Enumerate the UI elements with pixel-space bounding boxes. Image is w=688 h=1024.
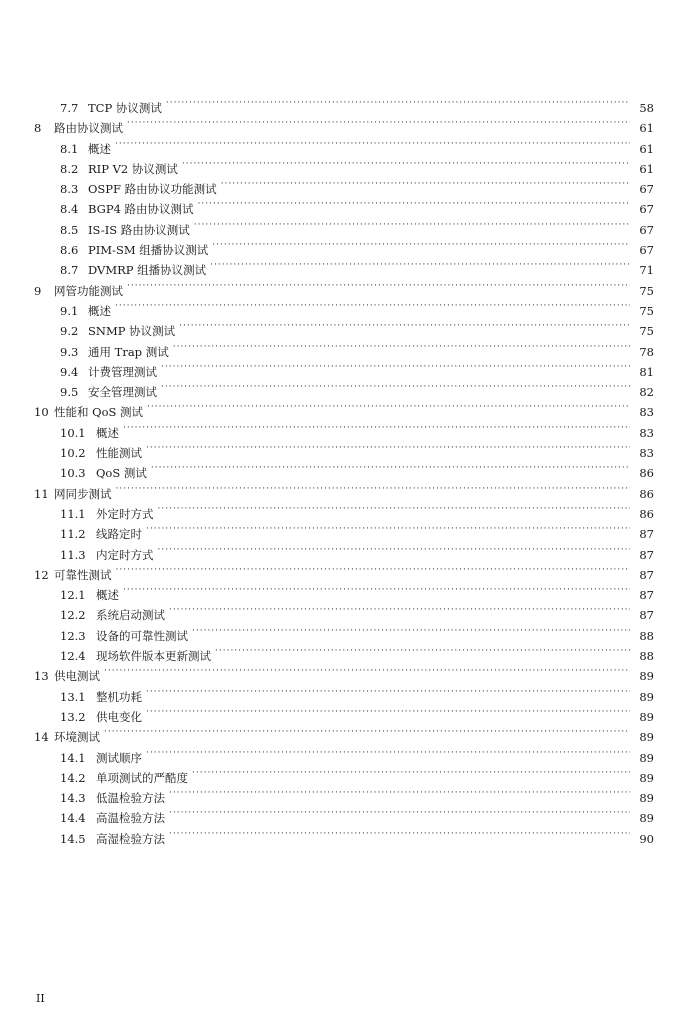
toc-dot-leader xyxy=(198,193,630,213)
toc-entry-page: 61 xyxy=(639,121,654,136)
toc-entry-page: 67 xyxy=(639,243,654,258)
toc-entry-number: 7.7 xyxy=(60,101,79,115)
toc-dot-leader xyxy=(127,112,630,132)
toc-entry-page: 81 xyxy=(639,364,654,379)
toc-entry-page: 71 xyxy=(639,263,654,278)
toc-dot-leader xyxy=(151,457,630,477)
toc-entry-page: 89 xyxy=(639,791,654,806)
toc-entry-title: BGP4 路由协议测试 xyxy=(88,202,194,217)
toc-entry-title: DVMRP 组播协议测试 xyxy=(88,263,207,278)
toc-entry-page: 87 xyxy=(639,588,654,603)
toc-entry-title: 概述 xyxy=(96,588,119,603)
toc-entry-page: 89 xyxy=(639,730,654,745)
toc-entry-page: 89 xyxy=(639,669,654,684)
toc-entry-page: 58 xyxy=(639,101,654,115)
toc-entry-page: 87 xyxy=(639,608,654,623)
toc-dot-leader xyxy=(146,437,630,457)
toc-entry-page: 87 xyxy=(639,567,654,582)
toc-section-row[interactable] xyxy=(34,153,654,176)
toc-entry-title: 整机功耗 xyxy=(96,689,142,704)
toc-entry-page: 89 xyxy=(639,750,654,765)
toc-entry-number: 14.4 xyxy=(60,811,86,826)
toc-entry-title: 安全管理测试 xyxy=(88,385,157,400)
toc-entry-page: 83 xyxy=(639,425,654,440)
toc-entry-page: 75 xyxy=(639,324,654,339)
toc-entry-title: 高湿检验方法 xyxy=(96,831,165,846)
toc-entry-title: SNMP 协议测试 xyxy=(88,324,176,339)
toc-dot-leader xyxy=(146,742,630,762)
toc-section-row[interactable] xyxy=(34,315,654,339)
toc-dot-leader xyxy=(169,823,630,843)
toc-entry-number: 11.3 xyxy=(60,547,86,562)
toc-dot-leader xyxy=(158,539,631,559)
toc-entry-page: 89 xyxy=(639,709,654,724)
toc-entry-title: 性能和 QoS 测试 xyxy=(54,405,144,420)
toc-entry-title: 设备的可靠性测试 xyxy=(96,628,188,643)
toc-chapter-row[interactable] xyxy=(34,112,654,136)
toc-entry-number: 11.2 xyxy=(60,527,86,542)
toc-entry-title: QoS 测试 xyxy=(96,466,147,481)
toc-entry-number: 10.2 xyxy=(60,446,86,461)
toc-entry-page: 88 xyxy=(639,649,654,664)
toc-dot-leader xyxy=(169,802,630,822)
toc-entry-title: 通用 Trap 测试 xyxy=(88,344,169,359)
toc-dot-leader xyxy=(215,640,630,660)
toc-dot-leader xyxy=(212,234,630,254)
toc-dot-leader xyxy=(146,518,630,538)
toc-entry-title: TCP 协议测试 xyxy=(88,101,162,115)
toc-entry-title: 线路定时 xyxy=(96,527,142,542)
toc-entry-title: RIP V2 协议测试 xyxy=(88,161,178,176)
toc-entry-title: 路由协议测试 xyxy=(54,121,123,136)
toc-entry-number: 8.5 xyxy=(60,222,79,237)
toc-entry-page: 88 xyxy=(639,628,654,643)
toc-entry-page: 90 xyxy=(639,831,654,846)
toc-section-row[interactable] xyxy=(34,742,654,765)
toc-entry-title: 计费管理测试 xyxy=(88,364,157,379)
toc-entry-page: 89 xyxy=(639,770,654,785)
toc-entry-page: 83 xyxy=(639,405,654,420)
toc-entry-number: 11 xyxy=(34,486,49,501)
toc-entry-page: 67 xyxy=(639,222,654,237)
toc-entry-page: 82 xyxy=(639,385,654,400)
toc-entry-title: 概述 xyxy=(88,303,111,318)
toc-section-row[interactable] xyxy=(34,92,654,115)
toc-entry-title: PIM-SM 组播协议测试 xyxy=(88,243,209,258)
toc-entry-title: 外定时方式 xyxy=(96,506,154,521)
toc-section-row[interactable] xyxy=(34,498,654,521)
toc-section-row[interactable] xyxy=(34,295,654,318)
toc-entry-title: 现场软件版本更新测试 xyxy=(96,649,211,664)
toc-entry-title: 网管功能测试 xyxy=(54,283,123,298)
toc-entry-title: 系统启动测试 xyxy=(96,608,165,623)
toc-entry-number: 9 xyxy=(34,283,42,298)
toc-entry-page: 61 xyxy=(639,141,654,156)
toc-entry-number: 13.1 xyxy=(60,689,86,704)
toc-chapter-row[interactable] xyxy=(34,660,654,684)
toc-entry-page: 83 xyxy=(639,446,654,461)
toc-dot-leader xyxy=(194,214,630,234)
toc-entry-title: 性能测试 xyxy=(96,446,142,461)
toc-chapter-row[interactable] xyxy=(34,721,654,745)
toc-entry-page: 67 xyxy=(639,202,654,217)
toc-dot-leader xyxy=(161,376,630,396)
toc-dot-leader xyxy=(221,173,630,193)
toc-section-row[interactable] xyxy=(34,599,654,623)
toc-entry-page: 86 xyxy=(639,506,654,521)
toc-chapter-row[interactable] xyxy=(34,275,654,298)
toc-entry-number: 8.1 xyxy=(60,141,79,156)
toc-entry-number: 9.2 xyxy=(60,324,79,339)
toc-entry-title: 高温检验方法 xyxy=(96,811,165,826)
toc-dot-leader xyxy=(169,782,630,802)
toc-entry-number: 8.4 xyxy=(60,202,79,217)
toc-dot-leader xyxy=(161,356,630,376)
toc-entry-number: 8.7 xyxy=(60,263,79,278)
toc-section-row[interactable] xyxy=(34,133,654,156)
toc-entry-title: OSPF 路由协议功能测试 xyxy=(88,182,217,197)
toc-entry-number: 13 xyxy=(34,669,49,684)
toc-entry-page: 86 xyxy=(639,466,654,481)
toc-entry-number: 9.5 xyxy=(60,385,79,400)
toc-entry-title: 网同步测试 xyxy=(54,486,112,501)
toc-dot-leader xyxy=(179,315,630,335)
toc-entry-page: 87 xyxy=(639,527,654,542)
toc-entry-number: 8.6 xyxy=(60,243,79,258)
toc-entry-number: 10.1 xyxy=(60,425,86,440)
toc-entry-number: 14.2 xyxy=(60,770,86,785)
toc-entry-page: 75 xyxy=(639,303,654,318)
toc-entry-number: 10 xyxy=(34,405,49,420)
toc-entry-number: 12.4 xyxy=(60,649,86,664)
toc-entry-page: 61 xyxy=(639,161,654,176)
toc-section-row[interactable] xyxy=(34,417,654,440)
toc-chapter-row[interactable] xyxy=(34,559,654,582)
toc-dot-leader xyxy=(104,660,630,680)
toc-entry-number: 9.1 xyxy=(60,303,79,318)
toc-chapter-row[interactable] xyxy=(34,478,654,501)
toc-entry-number: 14 xyxy=(34,730,49,745)
toc-entry-number: 9.4 xyxy=(60,364,79,379)
toc-entry-title: 环境测试 xyxy=(54,730,100,745)
toc-section-row[interactable] xyxy=(34,681,654,704)
toc-entry-number: 9.3 xyxy=(60,344,79,359)
toc-dot-leader xyxy=(192,762,630,782)
toc-entry-title: IS-IS 路由协议测试 xyxy=(88,222,190,237)
toc-dot-leader xyxy=(116,478,631,498)
toc-dot-leader xyxy=(166,92,630,112)
toc-dot-leader xyxy=(123,417,630,437)
toc-entry-title: 概述 xyxy=(96,425,119,440)
toc-dot-leader xyxy=(127,275,630,295)
toc-entry-number: 14.5 xyxy=(60,831,86,846)
toc-entry-title: 测试顺序 xyxy=(96,750,142,765)
toc-dot-leader xyxy=(192,620,630,640)
toc-dot-leader xyxy=(104,721,630,741)
toc-entry-number: 12 xyxy=(34,567,49,582)
toc-entry-page: 89 xyxy=(639,689,654,704)
toc-dot-leader xyxy=(169,599,630,619)
toc-entry-page: 67 xyxy=(639,182,654,197)
page-number: II xyxy=(36,992,45,1005)
toc-entry-title: 可靠性测试 xyxy=(54,567,112,582)
toc-entry-title: 供电测试 xyxy=(54,669,100,684)
toc-entry-title: 内定时方式 xyxy=(96,547,154,562)
toc-entry-number: 10.3 xyxy=(60,466,86,481)
toc-entry-number: 8 xyxy=(34,121,42,136)
toc-entry-number: 14.1 xyxy=(60,750,86,765)
toc-entry-title: 供电变化 xyxy=(96,709,142,724)
toc-entry-page: 86 xyxy=(639,486,654,501)
table-of-contents xyxy=(34,92,654,846)
toc-entry-title: 单项测试的严酷度 xyxy=(96,770,188,785)
toc-entry-number: 8.2 xyxy=(60,161,79,176)
toc-entry-title: 低温检验方法 xyxy=(96,791,165,806)
toc-dot-leader xyxy=(146,701,630,721)
toc-section-row[interactable] xyxy=(34,437,654,461)
toc-entry-page: 89 xyxy=(639,811,654,826)
toc-dot-leader xyxy=(182,153,630,173)
toc-entry-number: 12.1 xyxy=(60,588,86,603)
toc-section-row[interactable] xyxy=(34,579,654,603)
toc-entry-number: 11.1 xyxy=(60,506,86,521)
toc-dot-leader xyxy=(210,254,630,274)
toc-dot-leader xyxy=(115,133,630,153)
toc-entry-page: 87 xyxy=(639,547,654,562)
toc-dot-leader xyxy=(173,336,630,356)
toc-entry-title: 概述 xyxy=(88,141,111,156)
toc-entry-number: 14.3 xyxy=(60,791,86,806)
toc-entry-number: 8.3 xyxy=(60,182,79,197)
toc-dot-leader xyxy=(146,681,630,701)
toc-dot-leader xyxy=(147,396,630,416)
toc-entry-page: 75 xyxy=(639,283,654,298)
toc-dot-leader xyxy=(123,579,630,599)
toc-entry-number: 12.3 xyxy=(60,628,86,643)
toc-dot-leader xyxy=(158,498,631,518)
toc-entry-number: 13.2 xyxy=(60,709,86,724)
toc-dot-leader xyxy=(115,295,630,315)
toc-entry-number: 12.2 xyxy=(60,608,86,623)
toc-entry-page: 78 xyxy=(639,344,654,359)
toc-dot-leader xyxy=(116,559,631,579)
